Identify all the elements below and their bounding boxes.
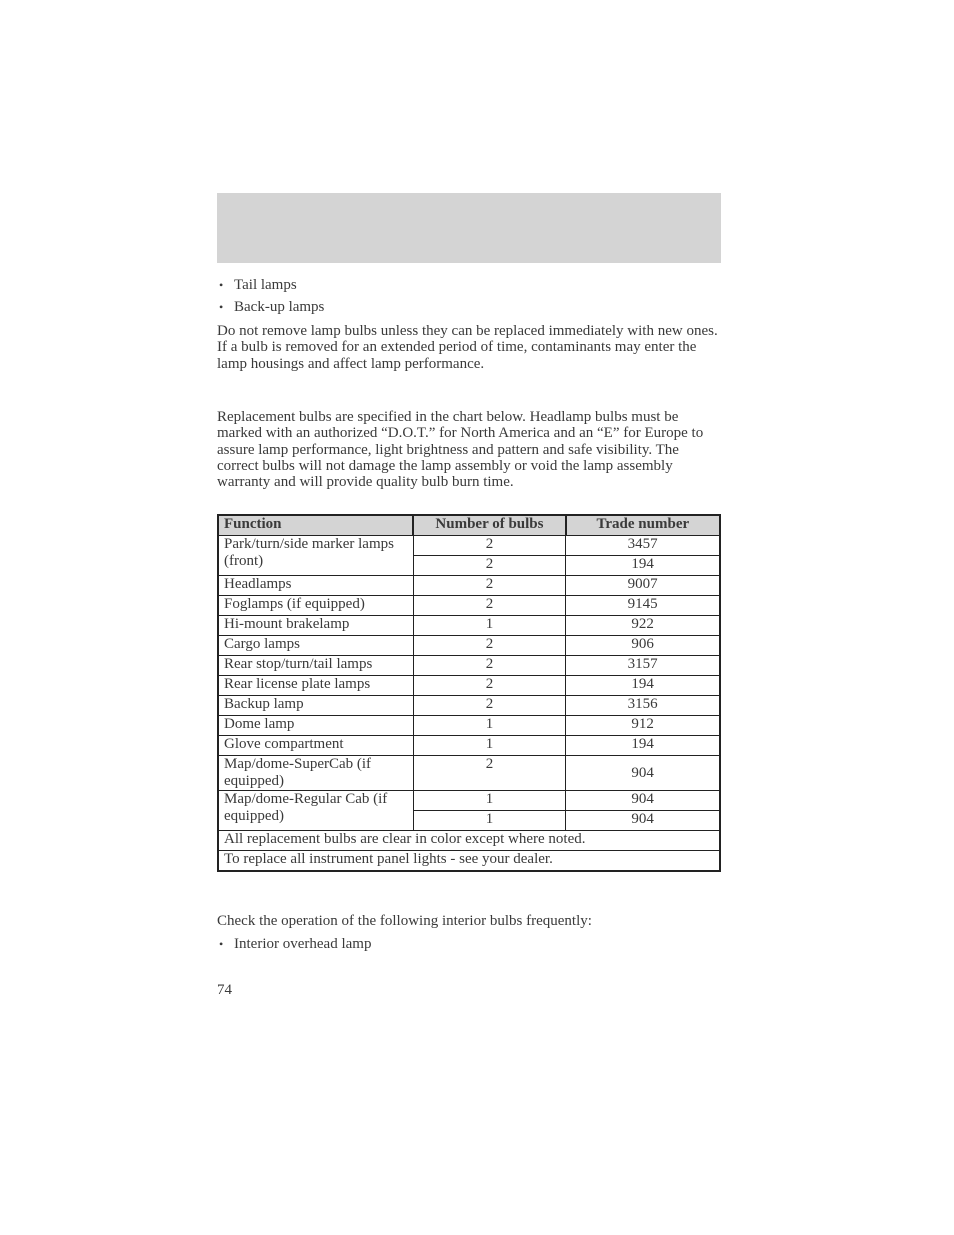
table-note-row	[218, 851, 720, 872]
bullet-list-top	[217, 277, 721, 321]
paragraph-bulb-removal: Do not remove lamp bulbs unless they can be replaced immediately with new ones. If a bulb is removed for an extended period of time, contaminants may enter the lamp housings and affect lamp performance.	[217, 323, 718, 372]
table-row	[218, 696, 720, 716]
table-cell-function: Foglamps (if equipped)	[218, 596, 413, 616]
table-row	[218, 656, 720, 676]
table-cell-count: 2	[413, 656, 565, 676]
table-note: All replacement bulbs are clear in color except where noted.	[218, 831, 720, 851]
table-cell-count: 2	[413, 556, 565, 576]
table-cell-function: Headlamps	[218, 576, 413, 596]
table-header-row	[218, 515, 720, 536]
table-cell-trade: 3157	[566, 656, 720, 676]
bullet-icon: •	[219, 300, 224, 314]
list-item-text: Interior overhead lamp	[234, 936, 372, 952]
table-cell-trade: 194	[566, 556, 720, 576]
table-cell-function: Glove compartment	[218, 736, 413, 756]
table-row	[218, 716, 720, 736]
table-cell-trade: 194	[566, 736, 720, 756]
list-item-text: Tail lamps	[234, 277, 297, 293]
section-header-band	[217, 193, 721, 263]
bullet-icon: •	[219, 937, 224, 951]
table-row	[218, 736, 720, 756]
table-cell-function: Dome lamp	[218, 716, 413, 736]
table-cell-trade: 912	[566, 716, 720, 736]
bullet-icon: •	[219, 278, 224, 292]
table-cell-trade: 3457	[566, 536, 720, 556]
table-cell-trade: 3156	[566, 696, 720, 716]
table-cell-trade: 9145	[566, 596, 720, 616]
table-row	[218, 576, 720, 596]
table-cell-function: Map/dome-SuperCab (if equipped)	[218, 756, 413, 791]
table-cell-count: 1	[413, 811, 565, 831]
list-item-text: Back-up lamps	[234, 299, 325, 315]
column-header-count: Number of bulbs	[413, 515, 565, 536]
table-cell-count: 2	[413, 696, 565, 716]
table-cell-count: 1	[413, 736, 565, 756]
bulb-table	[217, 514, 721, 872]
column-header-trade: Trade number	[566, 515, 720, 536]
table-cell-count: 2	[413, 576, 565, 596]
table-cell-trade: 194	[566, 676, 720, 696]
table-cell-count: 2	[413, 536, 565, 556]
table-cell-function: Rear license plate lamps	[218, 676, 413, 696]
table-cell-count: 1	[413, 791, 565, 811]
table-cell-trade: 904	[566, 811, 720, 831]
column-header-function: Function	[218, 515, 413, 536]
page-number: 74	[217, 982, 232, 998]
table-cell-trade: 922	[566, 616, 720, 636]
table-row	[218, 636, 720, 656]
table-cell-function: Hi-mount brakelamp	[218, 616, 413, 636]
table-cell-function: Park/turn/side marker lamps (front)	[218, 536, 413, 576]
table-cell-function: Backup lamp	[218, 696, 413, 716]
table-cell-count: 2	[413, 756, 565, 791]
bullet-list-bottom	[217, 936, 721, 958]
table-row	[218, 616, 720, 636]
paragraph-replacement-bulbs: Replacement bulbs are specified in the chart below. Headlamp bulbs must be marked with an authorized “D.O.T.” for North America and an “E” for Europe to assure lamp performance, light brightness and pattern and safe visibility. The correct bulbs will not damage the lamp assembly or void the lamp assembly warranty and will provide quality bulb burn time.	[217, 409, 704, 491]
table-cell-trade: 904	[566, 756, 720, 791]
list-item	[217, 299, 721, 315]
table-cell-function: Map/dome-Regular Cab (if equipped)	[218, 791, 413, 831]
table-cell-count: 2	[413, 596, 565, 616]
table-row	[218, 596, 720, 616]
table-cell-trade: 906	[566, 636, 720, 656]
table-cell-trade: 904	[566, 791, 720, 811]
table-cell-count: 1	[413, 616, 565, 636]
paragraph-interior-bulbs: Check the operation of the following interior bulbs frequently:	[217, 913, 592, 929]
table-cell-function: Rear stop/turn/tail lamps	[218, 656, 413, 676]
table-row	[218, 756, 720, 791]
table-cell-function: Cargo lamps	[218, 636, 413, 656]
list-item	[217, 277, 721, 293]
table-cell-count: 1	[413, 716, 565, 736]
table-cell-count: 2	[413, 636, 565, 656]
table-row	[218, 676, 720, 696]
table-row	[218, 791, 720, 811]
table-cell-count: 2	[413, 676, 565, 696]
table-row	[218, 536, 720, 556]
list-item	[217, 936, 721, 952]
table-cell-trade: 9007	[566, 576, 720, 596]
table-note-row	[218, 831, 720, 851]
table-note: To replace all instrument panel lights - see your dealer.	[218, 851, 720, 872]
